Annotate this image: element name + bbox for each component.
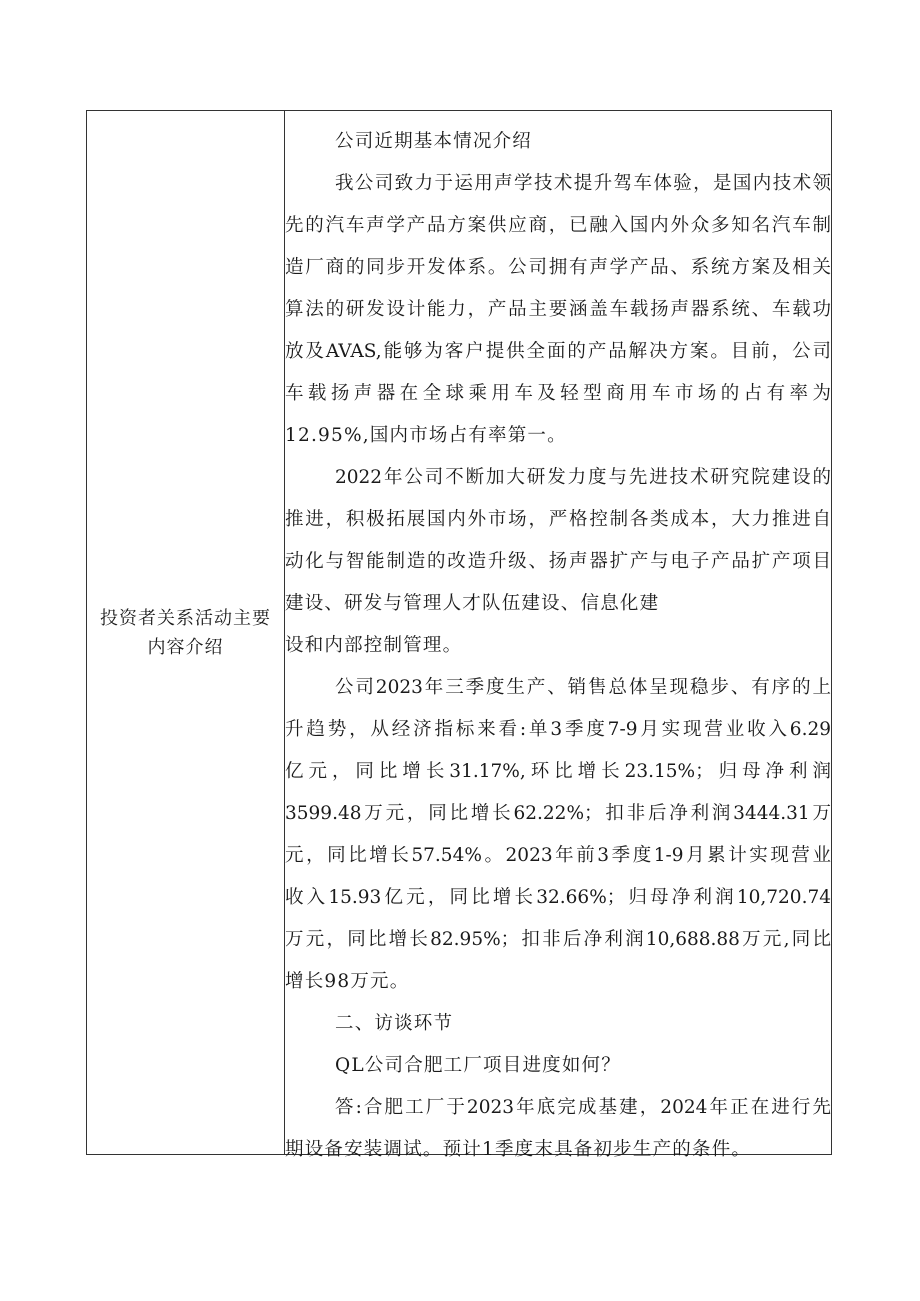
content-line: 万元，同比增长82.95%；扣非后净利润10,688.88万元,同比: [285, 929, 831, 950]
content-line: 二、访谈环节: [335, 1013, 454, 1034]
content-line: 先的汽车声学产品方案供应商，已融入国内外众多知名汽车制: [285, 215, 831, 236]
content-line: 动化与智能制造的改造升级、扬声器扩产与电子产品扩产项目: [285, 551, 831, 572]
content-line: 造厂商的同步开发体系。公司拥有声学产品、系统方案及相关: [285, 257, 831, 278]
content-line: 3599.48万元，同比增长62.22%；扣非后净利润3444.31万: [285, 803, 831, 824]
content-line: 车载扬声器在全球乘用车及轻型商用车市场的占有率为: [285, 383, 831, 404]
content-line: 答:合肥工厂于2023年底完成基建，2024年正在进行先: [335, 1097, 831, 1118]
content-line: 增长98万元。: [285, 971, 410, 992]
content-line: 期设备安装调试。预计1季度末具备初步生产的条件。: [285, 1139, 752, 1160]
content-line: 12.95%,国内市场占有率第一。: [285, 425, 567, 446]
content-line: 2022年公司不断加大研发力度与先进技术研究院建设的: [335, 467, 831, 488]
content-line: 亿元，同比增长31.17%,环比增长23.15%；归母净利润: [285, 761, 831, 782]
content-line: 升趋势，从经济指标来看:单3季度7-9月实现营业收入6.29: [285, 719, 831, 740]
content-line: 元，同比增长57.54%。2023年前3季度1-9月累计实现营业: [285, 845, 831, 866]
content-line: 公司近期基本情况介绍: [335, 131, 533, 152]
row-label-line: 投资者关系活动主要: [100, 607, 271, 629]
content-line: 设和内部控制管理。: [285, 635, 463, 656]
content-line: QL公司合肥工厂项目进度如何？: [335, 1055, 621, 1076]
content-line: 放及AVAS,能够为客户提供全面的产品解决方案。目前，公司: [285, 341, 831, 362]
row-label: [93, 604, 279, 662]
content-cell: [285, 111, 831, 1160]
content-line: 推进，积极拓展国内外市场，严格控制各类成本，大力推进自: [285, 509, 831, 530]
row-label-cell: [87, 111, 285, 1154]
info-table: [86, 110, 832, 1160]
content-line: 建设、研发与管理人才队伍建设、信息化建: [285, 593, 660, 614]
content-line: 算法的研发设计能力，产品主要涵盖车载扬声器系统、车载功: [285, 299, 831, 320]
content-line: 公司2023年三季度生产、销售总体呈现稳步、有序的上: [335, 677, 831, 698]
content-line: 收入15.93亿元，同比增长32.66%；归母净利润10,720.74: [285, 887, 831, 908]
content-line: 我公司致力于运用声学技术提升驾车体验，是国内技术领: [335, 173, 831, 194]
row-label-line: 内容介绍: [147, 636, 224, 658]
